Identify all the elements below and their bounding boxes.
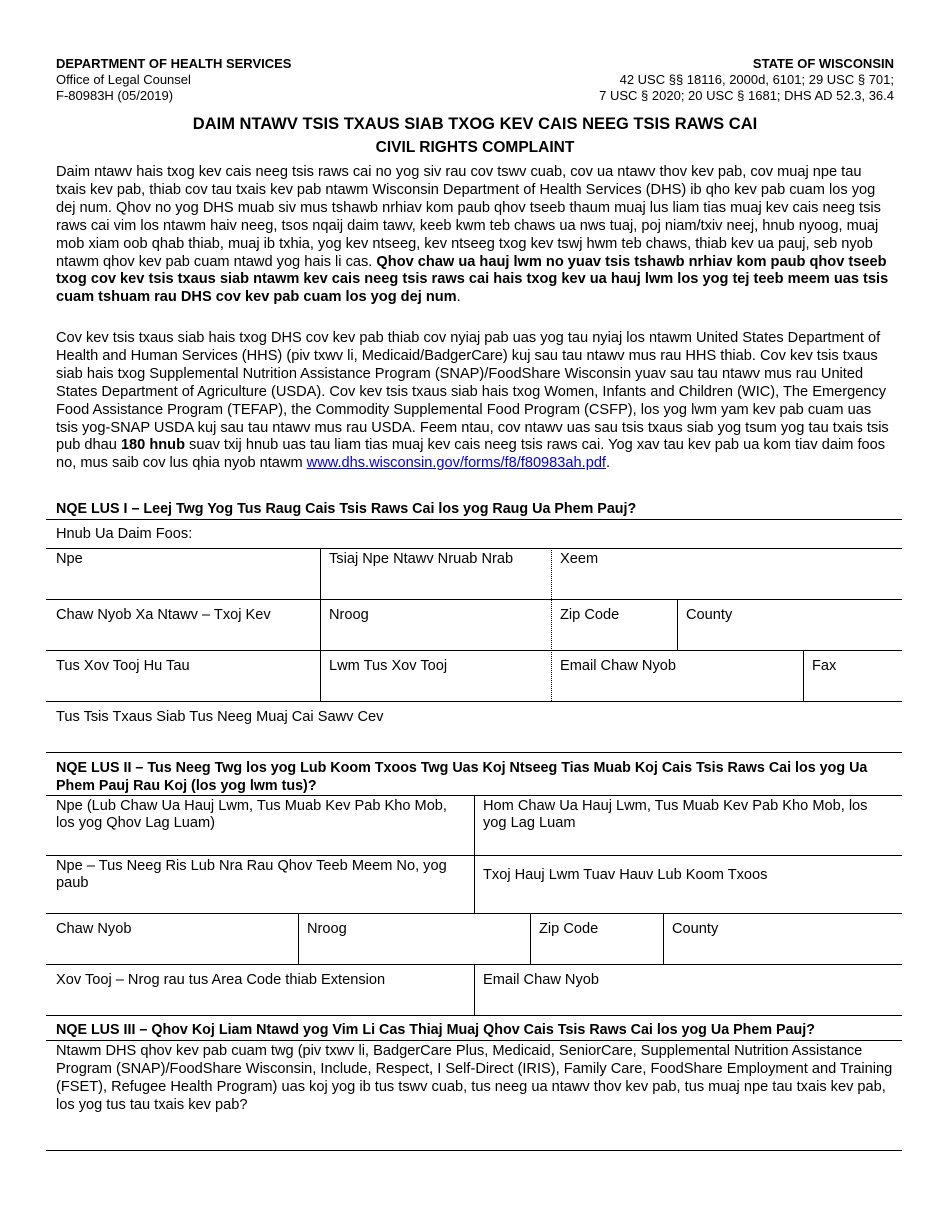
responsible-person-field[interactable]: Npe – Tus Neeg Ris Lub Nra Rau Qhov Teeb Meem No, yog paub [56, 858, 447, 891]
zip-code-field[interactable]: Zip Code [560, 607, 620, 623]
section-3-heading: NQE LUS III – Qhov Koj Liam Ntawd yog Vim Li Cas Thiaj Muaj Qhov Cais Tsis Raws Cai los yog Ua Phem Pauj? [56, 1022, 815, 1038]
instructions-link[interactable]: www.dhs.wisconsin.gov/forms/f8/f80983ah.pdf [306, 455, 606, 472]
org-address-field[interactable]: Chaw Nyob [56, 921, 132, 937]
org-zip-code-field[interactable]: Zip Code [539, 921, 599, 937]
form-subtitle: CIVIL RIGHTS COMPLAINT [375, 139, 575, 156]
state-name: STATE OF WISCONSIN [752, 56, 894, 71]
intro-paragraph-2 [56, 330, 894, 473]
intro-p2-text: Cov kev tsis txaus siab hais txog DHS cov kev pab thiab cov nyiaj pab uas yog tau nyiaj los ntawm United States Department of Health and Human Services (HHS) (piv txwv li, Medicaid/BadgerCare) kuj sau tau ntawv mus rau HHS thiab. Cov kev tsis txaus siab hais txog Supplemental Nutrition Assistance Program (SNAP)/FoodShare Wisconsin yuav sau tau ntawv mus rau United States Department of Agriculture (USDA). Cov kev tsis txaus siab hais txog Women, Infants and Children (WIC), The Emergency Food Assistance Program (TEFAP), the Commodity Supplemental Food Program (CSFP), los yog lwm yam kev pab cuam uas tsis yog-SNAP USDA kuj sau tau ntawv mus rau USDA. Feem ntau, cov ntawv uas sau tsis txaus siab yog tsum yog tau txais tsis pub dhau [56, 330, 889, 454]
citation-line-2: 7 USC § 2020; 20 USC § 1681; DHS AD 52.3, 36.4 [599, 88, 894, 103]
fax-field[interactable]: Fax [812, 658, 837, 674]
intro-p1-text: Daim ntawv hais txog kev cais neeg tsis raws cai no yog siv rau cov tswv cuab, cov ua ntawv thov kev pab, cov muaj npe tau txais kev pab, thiab cov tau txais kev pab ntawm Wisconsin Department of Health Services (DHS) ib qho kev pab cuam los yog dej num. Qhov no yog DHS muab siv mus tshawb nrhiav kom paub qhov tseeb thaum muaj lus liam tias muaj kev cais neeg tsis raws cai vim los ntawm haiv neeg, tsos nqaij daim tawv, keeb kwm teb chaws ua nws tuaj, poj niam/txiv neej, hnub nyoog, muaj mob xiam oob qhab thiab, muaj ib txhia, yog kev ntseeg, kev ntseeg txog kev tswj hwm teb chaws, thiab kev ua pauj, seb nyob ntawm qhov kev pab cuam ntawd yog hais li cas. [56, 164, 881, 270]
intro-p2-end: . [606, 455, 611, 472]
section-2-heading: NQE LUS II – Tus Neeg Twg los yog Lub Koom Txoos Twg Uas Koj Ntseeg Tias Muab Koj Cais Tsis Raws Cai los yog Ua Phem Pauj Rau Koj (los yog lwm tus)? [56, 760, 868, 794]
intro-p1-end: . [456, 289, 461, 306]
date-completed-label: Hnub Ua Daim Foos: [56, 526, 193, 542]
form-number: F-80983H (05/2019) [56, 88, 174, 103]
intro-p2-bold: 180 hnub [120, 437, 185, 454]
organization-name-field[interactable]: Npe (Lub Chaw Ua Hauj Lwm, Tus Muab Kev Pab Kho Mob, los yog Qhov Lag Luam) [56, 798, 447, 831]
county-field[interactable]: County [686, 607, 733, 623]
org-city-field[interactable]: Nroog [307, 921, 347, 937]
last-name-field[interactable]: Xeem [560, 551, 599, 567]
primary-phone-field[interactable]: Tus Xov Tooj Hu Tau [56, 658, 190, 674]
org-email-field[interactable]: Email Chaw Nyob [483, 972, 599, 988]
intro-p2-after: suav txij hnub uas tau liam tias muaj kev cais neeg tsis raws cai. Yog xav tau kev pab ua kom tiav daim foos no, mus saib cov lus qhia nyob ntawm [56, 437, 886, 472]
office-name: Office of Legal Counsel [56, 72, 191, 87]
department-name: DEPARTMENT OF HEALTH SERVICES [56, 56, 292, 71]
citation-line-1: 42 USC §§ 18116, 2000d, 6101; 29 USC § 701; [619, 72, 894, 87]
middle-initial-field[interactable]: Tsiaj Npe Ntawv Nruab Nrab [329, 551, 514, 567]
email-field[interactable]: Email Chaw Nyob [560, 658, 676, 674]
city-field[interactable]: Nroog [329, 607, 369, 623]
intro-p1-bold: Qhov chaw ua hauj lwm no yuav tsis tshawb nrhiav kom paub qhov tseeb txog cov kev tsis txaus siab ntawm kev cais neeg tsis raws cai hais txog kev ua hauj lwm los yog tej teeb meem uas tsis cuam tshuam rau DHS cov kev pab cuam los yog dej num [56, 253, 889, 306]
org-county-field[interactable]: County [672, 921, 719, 937]
representative-field[interactable]: Tus Tsis Txaus Siab Tus Neeg Muaj Cai Sawv Cev [56, 709, 384, 725]
intro-paragraph-1 [56, 164, 894, 307]
street-address-field[interactable]: Chaw Nyob Xa Ntawv – Txoj Kev [56, 607, 271, 623]
first-name-field[interactable]: Npe [56, 551, 83, 567]
form-title: DAIM NTAWV TSIS TXAUS SIAB TXOG KEV CAIS NEEG TSIS RAWS CAI [192, 115, 758, 133]
program-question-field[interactable]: Ntawm DHS qhov kev pab cuam twg (piv txwv li, BadgerCare Plus, Medicaid, SeniorCare, Supplemental Nutrition Assistance Program (SNAP)/FoodShare Wisconsin, Include, Respect, I Self-Direct (IRIS), Family Care, FoodShare Employment and Training (FSET), Refugee Health Program) uas koj yog ib tus tswv cuab, tus neeg ua ntawv thov kev pab, tus muaj npe tau txais kev pab, los yog tus tau txais kev pab? [56, 1043, 893, 1113]
section-1-heading: NQE LUS I – Leej Twg Yog Tus Raug Cais Tsis Raws Cai los yog Raug Ua Phem Pauj? [56, 501, 637, 517]
position-field[interactable]: Txoj Hauj Lwm Tuav Hauv Lub Koom Txoos [483, 867, 768, 883]
other-phone-field[interactable]: Lwm Tus Xov Tooj [329, 658, 448, 674]
org-phone-field[interactable]: Xov Tooj – Nrog rau tus Area Code thiab Extension [56, 972, 386, 988]
organization-type-field[interactable]: Hom Chaw Ua Hauj Lwm, Tus Muab Kev Pab Kho Mob, los yog Lag Luam [483, 798, 868, 831]
